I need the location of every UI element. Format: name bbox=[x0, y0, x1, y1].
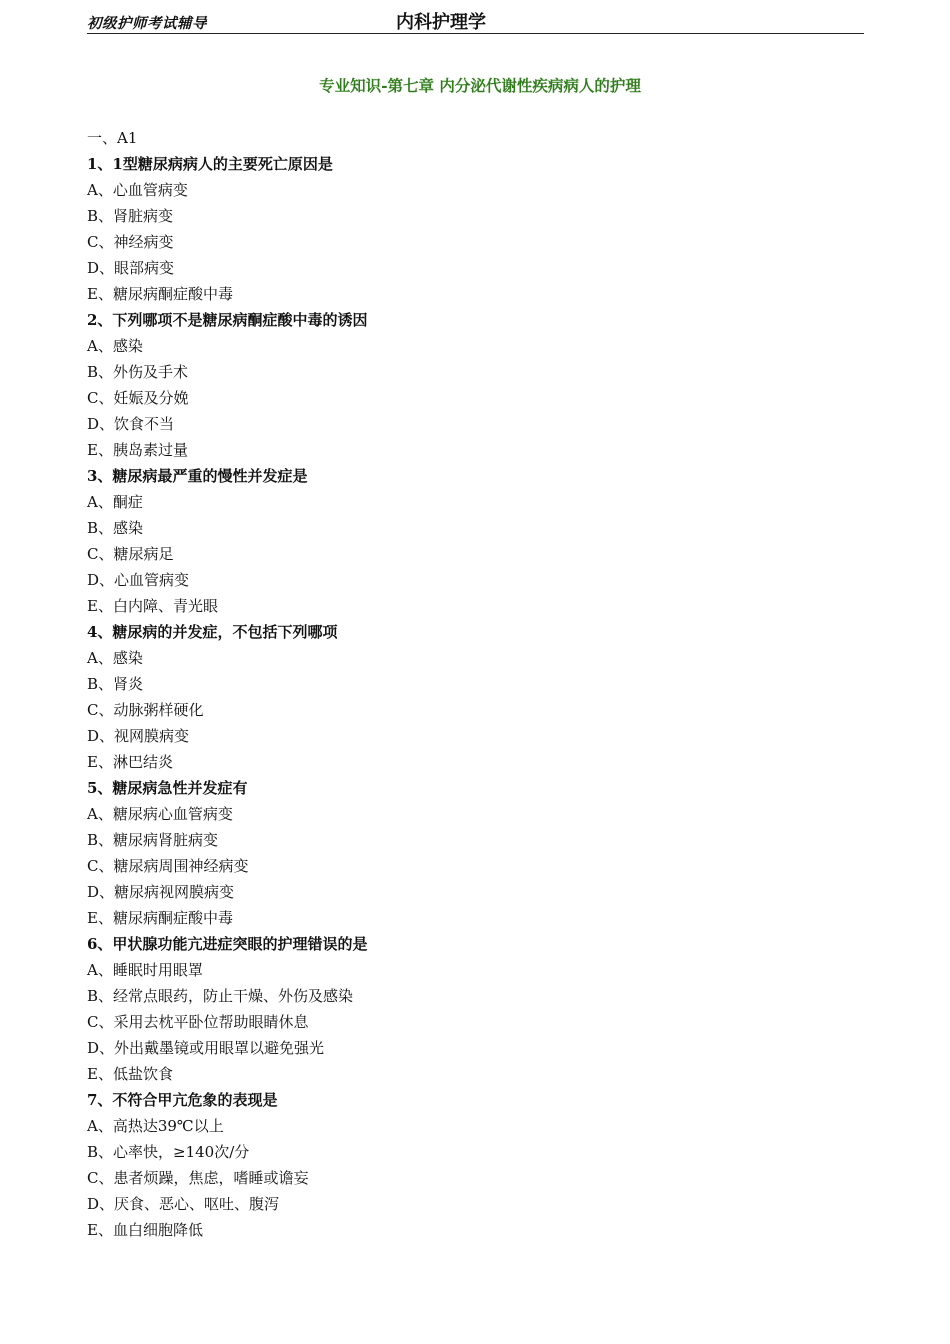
answer-option: A、酮症 bbox=[87, 493, 143, 511]
answer-option: A、高热达39℃以上 bbox=[87, 1117, 224, 1135]
question-list bbox=[87, 125, 867, 1243]
question-text: 7、不符合甲亢危象的表现是 bbox=[87, 1091, 278, 1109]
answer-option: B、肾脏病变 bbox=[87, 207, 174, 225]
header-book-title: 初级护师考试辅导 bbox=[87, 15, 207, 32]
answer-option: B、心率快，≥140次/分 bbox=[87, 1143, 250, 1161]
answer-option: C、动脉粥样硬化 bbox=[87, 701, 204, 719]
answer-option: E、淋巴结炎 bbox=[87, 753, 173, 771]
answer-option: C、糖尿病周围神经病变 bbox=[87, 857, 249, 875]
answer-option: D、外出戴墨镜或用眼罩以避免强光 bbox=[87, 1039, 325, 1057]
question-text: 3、糖尿病最严重的慢性并发症是 bbox=[87, 467, 308, 485]
answer-option: D、眼部病变 bbox=[87, 259, 175, 277]
answer-option: D、饮食不当 bbox=[87, 415, 175, 433]
answer-option: E、低盐饮食 bbox=[87, 1065, 173, 1083]
answer-option: E、白内障、青光眼 bbox=[87, 597, 218, 615]
answer-option: B、感染 bbox=[87, 519, 144, 537]
answer-option: E、胰岛素过量 bbox=[87, 441, 188, 459]
answer-option: E、糖尿病酮症酸中毒 bbox=[87, 909, 233, 927]
answer-option: B、肾炎 bbox=[87, 675, 144, 693]
answer-option: A、感染 bbox=[87, 649, 143, 667]
answer-option: D、心血管病变 bbox=[87, 571, 190, 589]
answer-option: C、神经病变 bbox=[87, 233, 174, 251]
answer-option: A、感染 bbox=[87, 337, 143, 355]
question-text: 4、糖尿病的并发症，不包括下列哪项 bbox=[87, 623, 338, 641]
question-text: 5、糖尿病急性并发症有 bbox=[87, 779, 248, 797]
answer-option: B、外伤及手术 bbox=[87, 363, 189, 381]
answer-option: A、睡眠时用眼罩 bbox=[87, 961, 203, 979]
section-label: 一、A1 bbox=[87, 129, 138, 147]
answer-option: E、糖尿病酮症酸中毒 bbox=[87, 285, 233, 303]
answer-option: D、厌食、恶心、呕吐、腹泻 bbox=[87, 1195, 280, 1213]
page-header bbox=[87, 8, 864, 34]
answer-option: C、糖尿病足 bbox=[87, 545, 174, 563]
answer-option: B、经常点眼药，防止干燥、外伤及感染 bbox=[87, 987, 354, 1005]
answer-option: A、糖尿病心血管病变 bbox=[87, 805, 233, 823]
answer-option: A、心血管病变 bbox=[87, 181, 188, 199]
chapter-title: 专业知识-第七章 内分泌代谢性疾病病人的护理 bbox=[319, 76, 641, 95]
question-text: 6、甲状腺功能亢进症突眼的护理错误的是 bbox=[87, 935, 368, 953]
answer-option: B、糖尿病肾脏病变 bbox=[87, 831, 219, 849]
answer-option: C、患者烦躁，焦虑，嗜睡或谵妄 bbox=[87, 1169, 309, 1187]
answer-option: C、妊娠及分娩 bbox=[87, 389, 189, 407]
question-text: 1、1型糖尿病病人的主要死亡原因是 bbox=[87, 155, 333, 173]
answer-option: C、采用去枕平卧位帮助眼睛休息 bbox=[87, 1013, 309, 1031]
answer-option: D、糖尿病视网膜病变 bbox=[87, 883, 235, 901]
question-text: 2、下列哪项不是糖尿病酮症酸中毒的诱因 bbox=[87, 311, 368, 329]
answer-option: D、视网膜病变 bbox=[87, 727, 190, 745]
answer-option: E、血白细胞降低 bbox=[87, 1221, 203, 1239]
header-subject: 内科护理学 bbox=[396, 12, 486, 33]
